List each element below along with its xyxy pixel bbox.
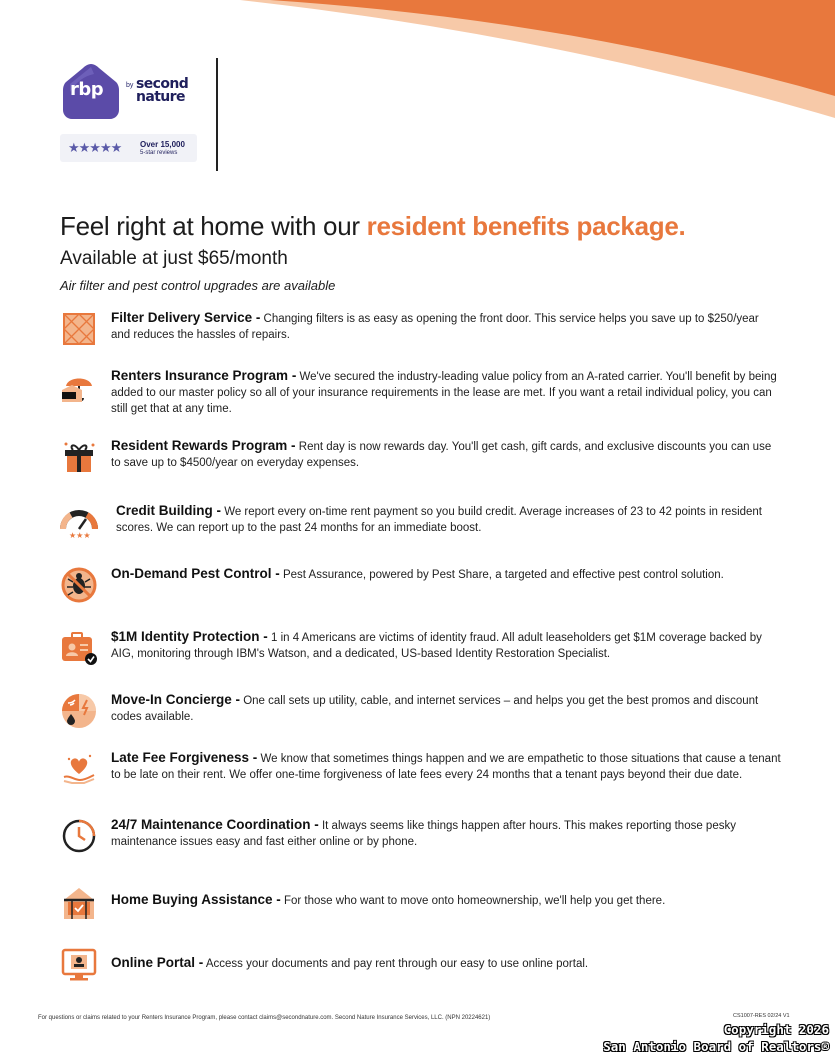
copyright-line: Copyright 2026 bbox=[723, 1022, 829, 1037]
svg-text:★★★: ★★★ bbox=[69, 531, 91, 540]
benefit-title: Renters Insurance Program - bbox=[111, 368, 297, 383]
gauge-icon bbox=[60, 503, 98, 541]
header-wave-decoration bbox=[0, 0, 835, 125]
logo-by-text: by bbox=[126, 82, 134, 89]
benefit-description: Access your documents and pay rent through our easy to use online portal. bbox=[203, 958, 589, 970]
rbp-badge-text: rbp bbox=[70, 79, 104, 100]
gift-icon bbox=[60, 438, 98, 476]
insurance-footer-note: For questions or claims related to your Renters Insurance Program, please contact claims@secondnature.com. Second Nature Insurance Services, LLC. (NPN 20224621) bbox=[38, 1015, 491, 1021]
id-shield-icon bbox=[60, 629, 98, 667]
benefit-title: Move-In Concierge - bbox=[111, 692, 241, 707]
monitor-icon bbox=[60, 946, 98, 984]
benefit-title: Online Portal - bbox=[111, 955, 204, 970]
benefit-description: 1 in 4 Americans are victims of identity fraud. All adult leaseholders get $1M coverage backed by AIG, monitoring through IBM's Watson, and a dedicated, US-based Identity Restoration Specialist. bbox=[111, 632, 762, 660]
page-headline bbox=[60, 211, 685, 242]
star-rating-icon: ★★★★★ bbox=[68, 140, 122, 155]
benefit-title: Credit Building - bbox=[116, 503, 221, 518]
benefit-title: On-Demand Pest Control - bbox=[111, 566, 280, 581]
logo-divider bbox=[216, 58, 218, 171]
umbrella-house-icon bbox=[60, 368, 98, 406]
brand-name-line2: nature bbox=[136, 89, 185, 105]
reviews-label: 5-star reviews bbox=[140, 150, 178, 156]
benefit-title: $1M Identity Protection - bbox=[111, 629, 268, 644]
benefit-title: 24/7 Maintenance Coordination - bbox=[111, 817, 319, 832]
clock-icon bbox=[60, 817, 98, 855]
brand-name bbox=[136, 78, 188, 104]
no-bug-icon bbox=[60, 566, 98, 604]
board-name-line: San Antonio Board of Realtors® bbox=[603, 1039, 829, 1052]
benefit-title: Late Fee Forgiveness - bbox=[111, 750, 258, 765]
benefit-description: One call sets up utility, cable, and internet services – and helps you get the best promos and discount codes available. bbox=[111, 695, 759, 723]
benefit-description: For those who want to move onto homeownership, we'll help you get there. bbox=[280, 895, 666, 907]
benefit-description: Changing filters is as easy as opening the front door. This service helps you save up to $250/year and reduces the hassles of repairs. bbox=[111, 313, 759, 341]
upgrade-note: Air filter and pest control upgrades are available bbox=[60, 278, 336, 293]
benefit-description: Rent day is now rewards day. You'll get cash, gift cards, and exclusive discounts you can use to save up to $4500/year on everyday expenses. bbox=[111, 441, 772, 469]
reviews-badge bbox=[60, 134, 197, 162]
form-code: CS1007-RES 02/24 V1 bbox=[733, 1013, 790, 1019]
benefit-title: Filter Delivery Service - bbox=[111, 310, 261, 325]
benefit-description: It always seems like things happen after hours. This makes reporting those pesky maintenance issues easy and fast either online or by phone. bbox=[111, 820, 736, 848]
house-sign-icon bbox=[60, 884, 98, 922]
price-subheading: Available at just $65/month bbox=[60, 248, 288, 269]
benefit-title: Resident Rewards Program - bbox=[111, 438, 296, 453]
benefit-description: We report every on-time rent payment so you build credit. Average increases of 23 to 42 points in resident scores. We can report up to the past 24 months for an immediate boost. bbox=[116, 506, 763, 534]
utilities-icon bbox=[60, 692, 98, 730]
headline-highlight: resident benefits package. bbox=[366, 211, 686, 241]
copyright-watermark bbox=[603, 1021, 829, 1052]
brand-name-line1: second bbox=[136, 76, 189, 92]
benefit-description: We know that sometimes things happen and we are empathetic to those situations that cause a tenant to be late on their rent. We offer one-time forgiveness of late fees every 24 months that a tenant pays beyond their due date. bbox=[111, 753, 781, 781]
filter-icon bbox=[60, 310, 98, 348]
benefit-description: We've secured the industry-leading value policy from an A-rated carrier. You'll benefit by being added to our master policy so all of your insurance requirements in the lease are met. If you want a retail individual policy, you can still get that at any time. bbox=[111, 371, 777, 415]
benefit-title: Home Buying Assistance - bbox=[111, 892, 281, 907]
benefit-description: Pest Assurance, powered by Pest Share, a targeted and effective pest control solution. bbox=[279, 569, 724, 581]
reviews-count: Over 15,000 bbox=[140, 140, 185, 149]
headline-prefix: Feel right at home with our bbox=[60, 211, 367, 241]
heart-hand-icon bbox=[60, 750, 98, 788]
